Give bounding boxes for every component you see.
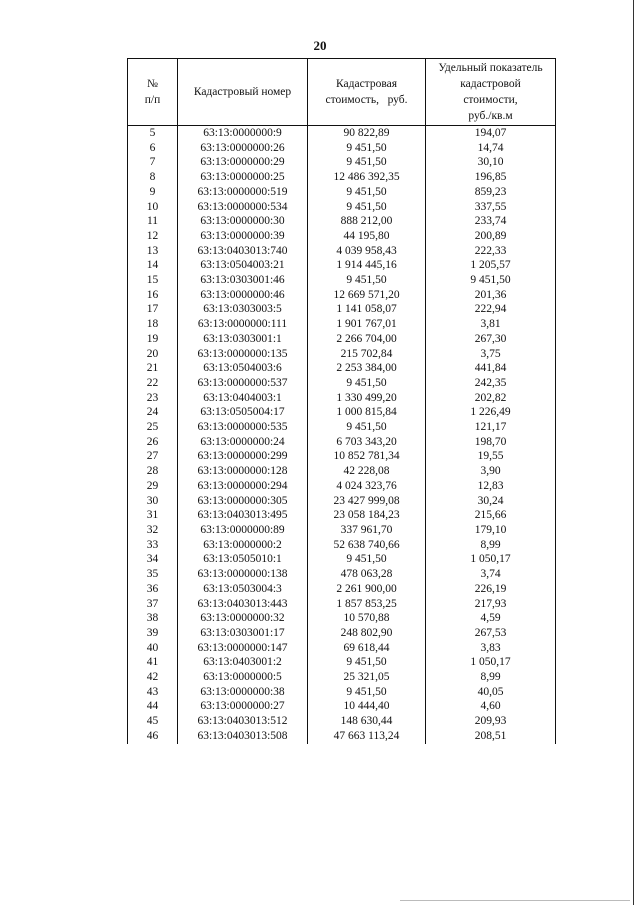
cadastral-value-cell: 9 451,50 bbox=[308, 552, 426, 567]
table-row bbox=[128, 185, 556, 200]
cadastral-value-cell: 4 039 958,43 bbox=[308, 244, 426, 259]
page-edge-line bbox=[633, 0, 634, 905]
row-number-cell: 24 bbox=[128, 405, 178, 420]
cadastral-number-cell: 63:13:0000000:299 bbox=[178, 449, 308, 464]
cadastral-value-cell: 215 702,84 bbox=[308, 347, 426, 362]
row-number-cell: 22 bbox=[128, 376, 178, 391]
specific-index-cell: 1 226,49 bbox=[426, 405, 556, 420]
table-row bbox=[128, 141, 556, 156]
cadastral-number-cell: 63:13:0000000:5 bbox=[178, 670, 308, 685]
table-row bbox=[128, 405, 556, 420]
cadastral-number-cell: 63:13:0000000:32 bbox=[178, 611, 308, 626]
specific-index-cell: 202,82 bbox=[426, 391, 556, 406]
specific-index-cell: 8,99 bbox=[426, 670, 556, 685]
row-number-cell: 15 bbox=[128, 273, 178, 288]
cadastral-value-cell: 1 914 445,16 bbox=[308, 258, 426, 273]
row-number-cell: 31 bbox=[128, 508, 178, 523]
specific-index-cell: 217,93 bbox=[426, 597, 556, 612]
table-row bbox=[128, 214, 556, 229]
cadastral-value-cell: 9 451,50 bbox=[308, 185, 426, 200]
cadastral-value-cell: 23 427 999,08 bbox=[308, 494, 426, 509]
specific-index-cell: 30,10 bbox=[426, 155, 556, 170]
row-number-cell: 19 bbox=[128, 332, 178, 347]
table-row bbox=[128, 361, 556, 376]
row-number-cell: 39 bbox=[128, 626, 178, 641]
table-row bbox=[128, 155, 556, 170]
cadastral-value-cell: 1 901 767,01 bbox=[308, 317, 426, 332]
header-cadastral-value: Кадастровая стоимость, руб. bbox=[308, 59, 426, 126]
row-number-cell: 43 bbox=[128, 685, 178, 700]
specific-index-cell: 200,89 bbox=[426, 229, 556, 244]
table-row bbox=[128, 391, 556, 406]
table-row bbox=[128, 126, 556, 141]
specific-index-cell: 19,55 bbox=[426, 449, 556, 464]
cadastral-number-cell: 63:13:0000000:2 bbox=[178, 538, 308, 553]
table-row bbox=[128, 699, 556, 714]
row-number-cell: 37 bbox=[128, 597, 178, 612]
specific-index-cell: 3,83 bbox=[426, 641, 556, 656]
specific-index-cell: 208,51 bbox=[426, 729, 556, 744]
specific-index-cell: 3,75 bbox=[426, 347, 556, 362]
row-number-cell: 17 bbox=[128, 302, 178, 317]
row-number-cell: 16 bbox=[128, 288, 178, 303]
table-row bbox=[128, 229, 556, 244]
row-number-cell: 42 bbox=[128, 670, 178, 685]
table-header-row bbox=[128, 59, 556, 126]
cadastral-value-cell: 12 669 571,20 bbox=[308, 288, 426, 303]
row-number-cell: 30 bbox=[128, 494, 178, 509]
specific-index-cell: 209,93 bbox=[426, 714, 556, 729]
specific-index-cell: 12,83 bbox=[426, 479, 556, 494]
cadastral-value-cell: 1 000 815,84 bbox=[308, 405, 426, 420]
row-number-cell: 9 bbox=[128, 185, 178, 200]
cadastral-value-cell: 1 330 499,20 bbox=[308, 391, 426, 406]
specific-index-cell: 337,55 bbox=[426, 200, 556, 215]
table-row bbox=[128, 170, 556, 185]
row-number-cell: 8 bbox=[128, 170, 178, 185]
cadastral-number-cell: 63:13:0000000:534 bbox=[178, 200, 308, 215]
row-number-cell: 33 bbox=[128, 538, 178, 553]
table-row bbox=[128, 597, 556, 612]
header-cadastral-number: Кадастровый номер bbox=[178, 59, 308, 126]
table-row bbox=[128, 494, 556, 509]
row-number-cell: 10 bbox=[128, 200, 178, 215]
table-row bbox=[128, 567, 556, 582]
cadastral-value-table bbox=[127, 58, 556, 744]
cadastral-value-cell: 9 451,50 bbox=[308, 155, 426, 170]
cadastral-number-cell: 63:13:0503004:3 bbox=[178, 582, 308, 597]
row-number-cell: 11 bbox=[128, 214, 178, 229]
row-number-cell: 14 bbox=[128, 258, 178, 273]
cadastral-number-cell: 63:13:0000000:89 bbox=[178, 523, 308, 538]
table-row bbox=[128, 714, 556, 729]
cadastral-value-cell: 44 195,80 bbox=[308, 229, 426, 244]
cadastral-value-cell: 52 638 740,66 bbox=[308, 538, 426, 553]
table-row bbox=[128, 435, 556, 450]
row-number-cell: 28 bbox=[128, 464, 178, 479]
specific-index-cell: 196,85 bbox=[426, 170, 556, 185]
cadastral-number-cell: 63:13:0000000:24 bbox=[178, 435, 308, 450]
cadastral-value-cell: 9 451,50 bbox=[308, 655, 426, 670]
specific-index-cell: 3,74 bbox=[426, 567, 556, 582]
cadastral-value-cell: 6 703 343,20 bbox=[308, 435, 426, 450]
cadastral-value-cell: 47 663 113,24 bbox=[308, 729, 426, 744]
row-number-cell: 46 bbox=[128, 729, 178, 744]
cadastral-value-cell: 2 261 900,00 bbox=[308, 582, 426, 597]
cadastral-value-cell: 9 451,50 bbox=[308, 376, 426, 391]
cadastral-value-cell: 4 024 323,76 bbox=[308, 479, 426, 494]
cadastral-number-cell: 63:13:0303001:1 bbox=[178, 332, 308, 347]
specific-index-cell: 3,81 bbox=[426, 317, 556, 332]
cadastral-number-cell: 63:13:0000000:294 bbox=[178, 479, 308, 494]
cadastral-number-cell: 63:13:0000000:26 bbox=[178, 141, 308, 156]
cadastral-value-cell: 25 321,05 bbox=[308, 670, 426, 685]
cadastral-value-cell: 9 451,50 bbox=[308, 200, 426, 215]
specific-index-cell: 198,70 bbox=[426, 435, 556, 450]
table-row bbox=[128, 449, 556, 464]
row-number-cell: 45 bbox=[128, 714, 178, 729]
row-number-cell: 27 bbox=[128, 449, 178, 464]
cadastral-value-cell: 1 141 058,07 bbox=[308, 302, 426, 317]
table-row bbox=[128, 347, 556, 362]
cadastral-number-cell: 63:13:0403013:740 bbox=[178, 244, 308, 259]
table-row bbox=[128, 508, 556, 523]
specific-index-cell: 441,84 bbox=[426, 361, 556, 376]
specific-index-cell: 4,59 bbox=[426, 611, 556, 626]
cadastral-value-cell: 10 570,88 bbox=[308, 611, 426, 626]
cadastral-value-cell: 888 212,00 bbox=[308, 214, 426, 229]
specific-index-cell: 226,19 bbox=[426, 582, 556, 597]
cadastral-number-cell: 63:13:0505010:1 bbox=[178, 552, 308, 567]
cadastral-number-cell: 63:13:0404003:1 bbox=[178, 391, 308, 406]
row-number-cell: 26 bbox=[128, 435, 178, 450]
table-row bbox=[128, 244, 556, 259]
specific-index-cell: 859,23 bbox=[426, 185, 556, 200]
cadastral-number-cell: 63:13:0000000:147 bbox=[178, 641, 308, 656]
cadastral-number-cell: 63:13:0403001:2 bbox=[178, 655, 308, 670]
table-row bbox=[128, 523, 556, 538]
cadastral-value-cell: 2 266 704,00 bbox=[308, 332, 426, 347]
cadastral-number-cell: 63:13:0000000:30 bbox=[178, 214, 308, 229]
specific-index-cell: 267,30 bbox=[426, 332, 556, 347]
row-number-cell: 36 bbox=[128, 582, 178, 597]
specific-index-cell: 267,53 bbox=[426, 626, 556, 641]
cadastral-number-cell: 63:13:0000000:537 bbox=[178, 376, 308, 391]
table-row bbox=[128, 582, 556, 597]
table-row bbox=[128, 611, 556, 626]
table-row bbox=[128, 464, 556, 479]
cadastral-value-cell: 90 822,89 bbox=[308, 126, 426, 141]
table-row bbox=[128, 729, 556, 744]
table-row bbox=[128, 655, 556, 670]
cadastral-number-cell: 63:13:0000000:46 bbox=[178, 288, 308, 303]
cadastral-value-cell: 337 961,70 bbox=[308, 523, 426, 538]
specific-index-cell: 9 451,50 bbox=[426, 273, 556, 288]
cadastral-number-cell: 63:13:0403013:443 bbox=[178, 597, 308, 612]
row-number-cell: 12 bbox=[128, 229, 178, 244]
table-row bbox=[128, 288, 556, 303]
row-number-cell: 18 bbox=[128, 317, 178, 332]
cadastral-value-cell: 248 802,90 bbox=[308, 626, 426, 641]
specific-index-cell: 3,90 bbox=[426, 464, 556, 479]
row-number-cell: 25 bbox=[128, 420, 178, 435]
cadastral-value-cell: 9 451,50 bbox=[308, 685, 426, 700]
table-row bbox=[128, 420, 556, 435]
table-row bbox=[128, 670, 556, 685]
row-number-cell: 40 bbox=[128, 641, 178, 656]
row-number-cell: 23 bbox=[128, 391, 178, 406]
cadastral-number-cell: 63:13:0504003:6 bbox=[178, 361, 308, 376]
table-row bbox=[128, 273, 556, 288]
specific-index-cell: 179,10 bbox=[426, 523, 556, 538]
cadastral-value-cell: 1 857 853,25 bbox=[308, 597, 426, 612]
table-row bbox=[128, 200, 556, 215]
cadastral-value-cell: 478 063,28 bbox=[308, 567, 426, 582]
cadastral-number-cell: 63:13:0000000:111 bbox=[178, 317, 308, 332]
cadastral-number-cell: 63:13:0000000:305 bbox=[178, 494, 308, 509]
row-number-cell: 29 bbox=[128, 479, 178, 494]
cadastral-value-cell: 69 618,44 bbox=[308, 641, 426, 656]
header-row-number: № п/п bbox=[128, 59, 178, 126]
cadastral-value-cell: 12 486 392,35 bbox=[308, 170, 426, 185]
table-row bbox=[128, 302, 556, 317]
row-number-cell: 34 bbox=[128, 552, 178, 567]
specific-index-cell: 215,66 bbox=[426, 508, 556, 523]
cadastral-number-cell: 63:13:0504003:21 bbox=[178, 258, 308, 273]
table-row bbox=[128, 258, 556, 273]
cadastral-number-cell: 63:13:0000000:29 bbox=[178, 155, 308, 170]
specific-index-cell: 233,74 bbox=[426, 214, 556, 229]
specific-index-cell: 8,99 bbox=[426, 538, 556, 553]
row-number-cell: 44 bbox=[128, 699, 178, 714]
specific-index-cell: 30,24 bbox=[426, 494, 556, 509]
cadastral-number-cell: 63:13:0000000:9 bbox=[178, 126, 308, 141]
row-number-cell: 6 bbox=[128, 141, 178, 156]
table-row bbox=[128, 626, 556, 641]
table-row bbox=[128, 538, 556, 553]
cadastral-number-cell: 63:13:0403013:495 bbox=[178, 508, 308, 523]
specific-index-cell: 242,35 bbox=[426, 376, 556, 391]
row-number-cell: 38 bbox=[128, 611, 178, 626]
cadastral-number-cell: 63:13:0303001:46 bbox=[178, 273, 308, 288]
row-number-cell: 13 bbox=[128, 244, 178, 259]
cadastral-number-cell: 63:13:0505004:17 bbox=[178, 405, 308, 420]
specific-index-cell: 194,07 bbox=[426, 126, 556, 141]
row-number-cell: 7 bbox=[128, 155, 178, 170]
table-row bbox=[128, 685, 556, 700]
specific-index-cell: 121,17 bbox=[426, 420, 556, 435]
scan-artifact-line bbox=[400, 900, 630, 901]
table-row bbox=[128, 552, 556, 567]
cadastral-number-cell: 63:13:0403013:512 bbox=[178, 714, 308, 729]
cadastral-number-cell: 63:13:0303003:5 bbox=[178, 302, 308, 317]
cadastral-number-cell: 63:13:0000000:135 bbox=[178, 347, 308, 362]
specific-index-cell: 40,05 bbox=[426, 685, 556, 700]
cadastral-number-cell: 63:13:0000000:138 bbox=[178, 567, 308, 582]
cadastral-value-cell: 42 228,08 bbox=[308, 464, 426, 479]
header-specific-index: Удельный показатель кадастровой стоимости, руб./кв.м bbox=[426, 59, 556, 126]
table-row bbox=[128, 641, 556, 656]
cadastral-number-cell: 63:13:0000000:38 bbox=[178, 685, 308, 700]
table-body bbox=[128, 126, 556, 744]
specific-index-cell: 1 050,17 bbox=[426, 655, 556, 670]
cadastral-number-cell: 63:13:0403013:508 bbox=[178, 729, 308, 744]
specific-index-cell: 4,60 bbox=[426, 699, 556, 714]
cadastral-value-cell: 23 058 184,23 bbox=[308, 508, 426, 523]
page-number: 20 bbox=[313, 38, 327, 53]
row-number-cell: 5 bbox=[128, 126, 178, 141]
cadastral-value-cell: 9 451,50 bbox=[308, 273, 426, 288]
specific-index-cell: 1 205,57 bbox=[426, 258, 556, 273]
cadastral-value-cell: 10 444,40 bbox=[308, 699, 426, 714]
cadastral-number-cell: 63:13:0000000:27 bbox=[178, 699, 308, 714]
table-row bbox=[128, 376, 556, 391]
specific-index-cell: 222,94 bbox=[426, 302, 556, 317]
specific-index-cell: 1 050,17 bbox=[426, 552, 556, 567]
cadastral-value-cell: 2 253 384,00 bbox=[308, 361, 426, 376]
cadastral-number-cell: 63:13:0303001:17 bbox=[178, 626, 308, 641]
specific-index-cell: 222,33 bbox=[426, 244, 556, 259]
row-number-cell: 20 bbox=[128, 347, 178, 362]
cadastral-value-cell: 9 451,50 bbox=[308, 141, 426, 156]
cadastral-number-cell: 63:13:0000000:25 bbox=[178, 170, 308, 185]
table-row bbox=[128, 332, 556, 347]
row-number-cell: 32 bbox=[128, 523, 178, 538]
cadastral-number-cell: 63:13:0000000:535 bbox=[178, 420, 308, 435]
table-row bbox=[128, 317, 556, 332]
row-number-cell: 41 bbox=[128, 655, 178, 670]
cadastral-number-cell: 63:13:0000000:519 bbox=[178, 185, 308, 200]
cadastral-value-cell: 10 852 781,34 bbox=[308, 449, 426, 464]
table-row bbox=[128, 479, 556, 494]
cadastral-number-cell: 63:13:0000000:128 bbox=[178, 464, 308, 479]
cadastral-value-cell: 148 630,44 bbox=[308, 714, 426, 729]
row-number-cell: 21 bbox=[128, 361, 178, 376]
row-number-cell: 35 bbox=[128, 567, 178, 582]
cadastral-number-cell: 63:13:0000000:39 bbox=[178, 229, 308, 244]
specific-index-cell: 201,36 bbox=[426, 288, 556, 303]
specific-index-cell: 14,74 bbox=[426, 141, 556, 156]
cadastral-value-cell: 9 451,50 bbox=[308, 420, 426, 435]
